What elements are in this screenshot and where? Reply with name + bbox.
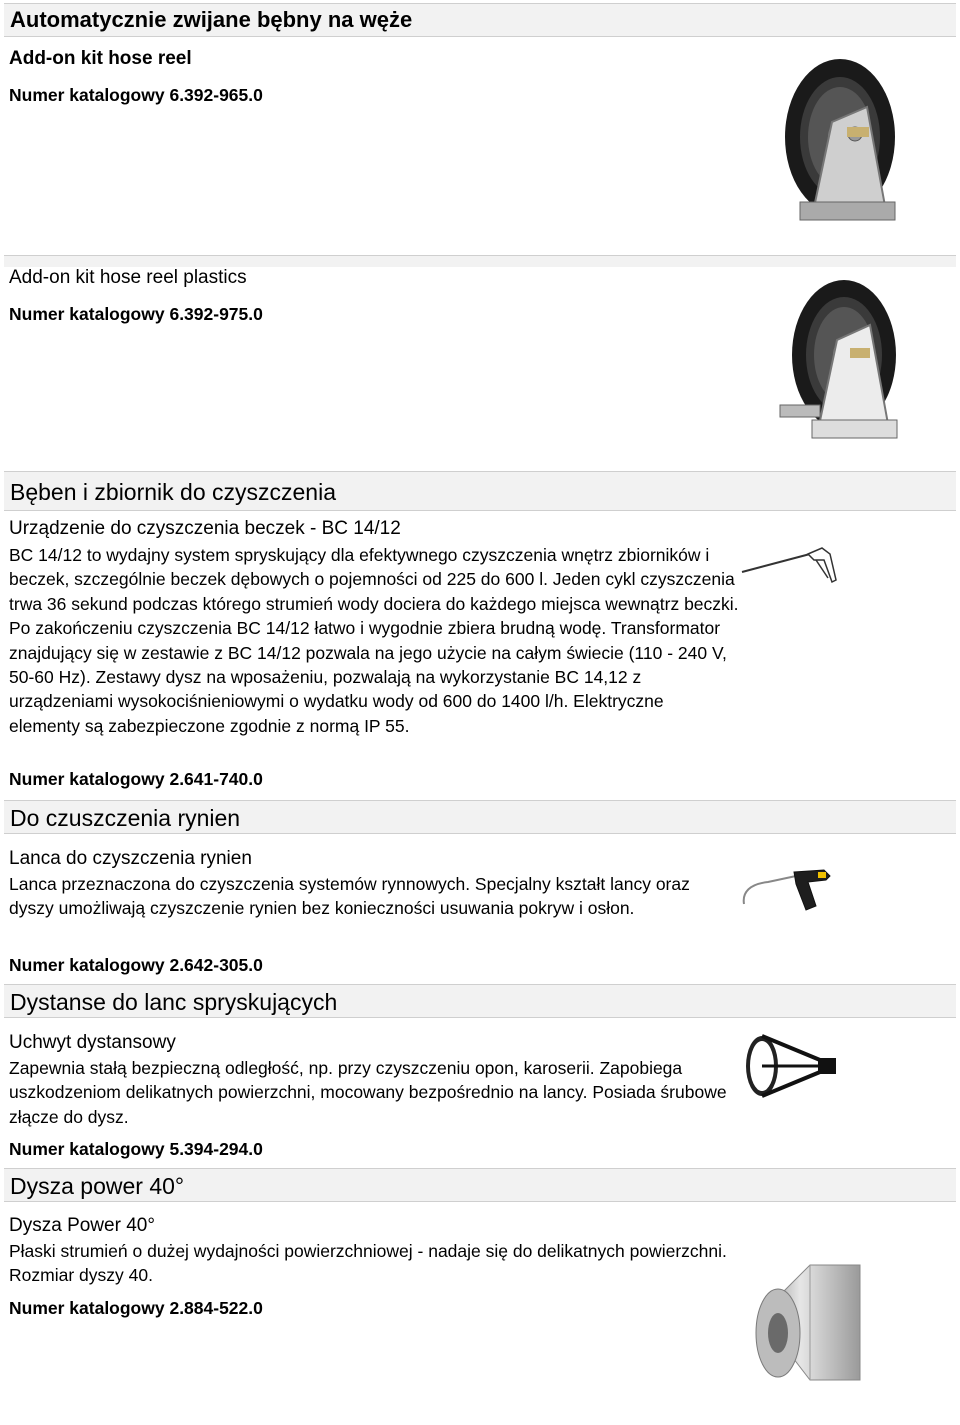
power-nozzle-icon bbox=[750, 1245, 865, 1390]
catalog-number: Numer katalogowy 5.394-294.0 bbox=[9, 1139, 263, 1159]
hose-reel-icon bbox=[762, 52, 902, 242]
product-name: Add-on kit hose reel bbox=[9, 48, 192, 69]
product-description: Płaski strumień o dużej wydajności powierzchniowej - nadaje się do delikatnych powierzchni. Rozmiar dyszy 40. bbox=[9, 1241, 727, 1286]
gutter-lance-icon bbox=[738, 862, 838, 922]
section-heading-gutter-cleaning: Do czuszczenia rynien bbox=[4, 800, 956, 834]
catalog-number: Numer katalogowy 2.884-522.0 bbox=[9, 1298, 263, 1318]
section-heading-barrel-cleaning: Bęben i zbiornik do czyszczenia bbox=[4, 471, 956, 511]
catalog-number: Numer katalogowy 6.392-975.0 bbox=[9, 304, 263, 324]
item-divider bbox=[4, 255, 956, 267]
catalog-number: Numer katalogowy 2.642-305.0 bbox=[9, 955, 263, 975]
section-heading-power-nozzle: Dysza power 40° bbox=[4, 1168, 956, 1202]
product-name: Dysza Power 40° bbox=[9, 1215, 155, 1236]
product-name: Lanca do czyszczenia rynien bbox=[9, 848, 252, 869]
product-description: BC 14/12 to wydajny system spryskujący dla efektywnego czyszczenia wnętrz zbiorników i beczek, szczególnie beczek dębowych o pojemności od 225 do 600 l. Jeden cykl czyszczenia trwa 36 sekund podczas którego strumień wody dociera do każdego miejsca wewnątrz beczki. Po zakończeniu czyszczenia BC 14/12 łatwo i wygodnie zbiera brudną wodę. Transformator znajdujący się w zestawie z BC 14/12 pozwala na jego użycie na całym świecie (110 - 240 V, 50-60 Hz). Zestawy dysz na wposażeniu, pozwalają na wykorzystanie BC 14,12 z urządzeniami wysokociśnieniowymi o wydatku wody od 600 do 1400 l/h. Elektryczne elementy są zabezpieczone zgodnie z normą IP 55. bbox=[9, 545, 739, 736]
hose-reel-icon bbox=[772, 270, 902, 455]
product-description: Lanca przeznaczona do czyszczenia systemów rynnowych. Specjalny kształt lancy oraz dyszy umożliwają czyszczenie rynien bez konieczności usuwania pokryw i osłon. bbox=[9, 874, 690, 919]
section-heading-hose-reels: Automatycznie zwijane bębny na węże bbox=[4, 3, 956, 37]
product-name: Add-on kit hose reel plastics bbox=[9, 267, 247, 288]
spacer-cone-icon bbox=[742, 1030, 842, 1105]
product-description: Zapewnia stałą bezpieczną odległość, np. przy czyszczeniu opon, karoserii. Zapobiega uszkodzeniom delikatnych powierzchni, mocowany bezpośrednio na lancy. Posiada śrubowe złącze do dysz. bbox=[9, 1058, 727, 1127]
section-heading-spacers: Dystanse do lanc spryskujących bbox=[4, 984, 956, 1018]
product-name: Uchwyt dystansowy bbox=[9, 1032, 176, 1053]
product-name: Urządzenie do czyszczenia beczek - BC 14/12 bbox=[9, 518, 401, 539]
catalog-number: Numer katalogowy 6.392-965.0 bbox=[9, 85, 263, 105]
catalog-number: Numer katalogowy 2.641-740.0 bbox=[9, 769, 263, 789]
barrel-cleaner-lance-icon bbox=[740, 540, 840, 590]
